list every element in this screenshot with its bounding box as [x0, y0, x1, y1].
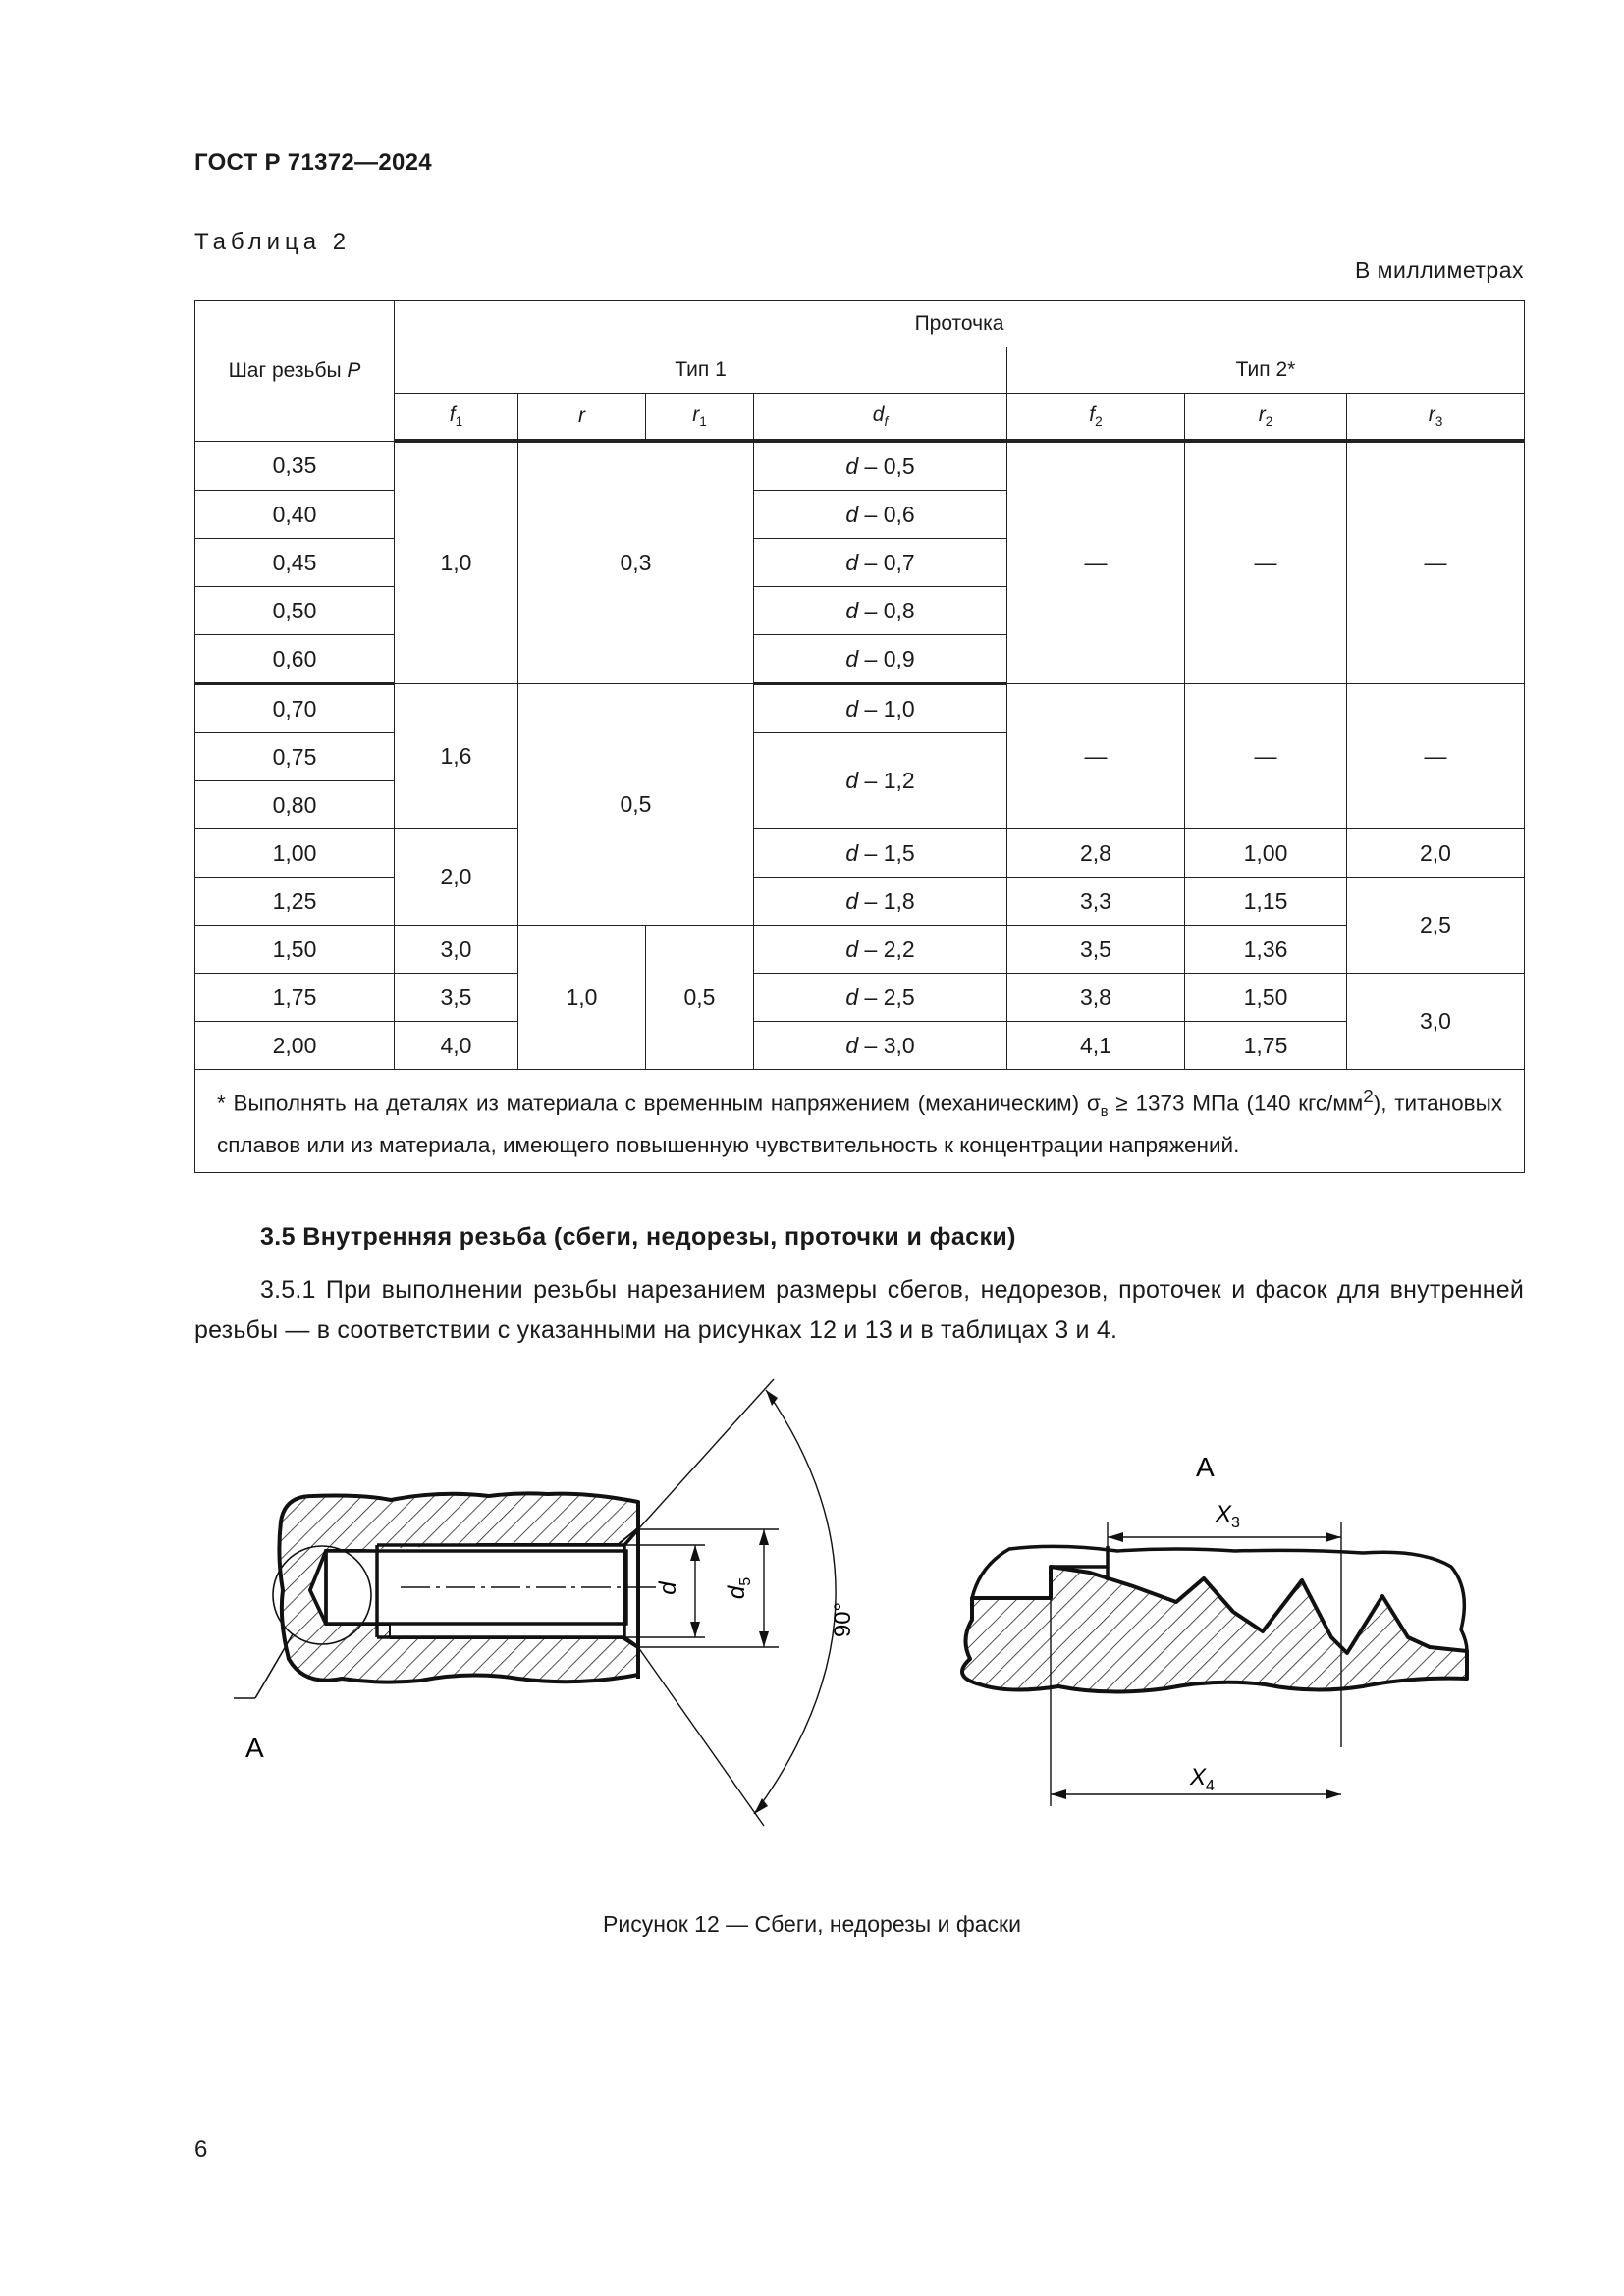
label-a-left: A	[245, 1733, 264, 1763]
table-row: 0,45 d – 0,7	[195, 539, 1525, 587]
header-f2: $f_2$	[1007, 394, 1185, 442]
header-r: r	[518, 394, 646, 442]
header-f1: $f_1$	[395, 394, 518, 442]
table-row: 0,60 d – 0,9	[195, 635, 1525, 684]
header-r3: $r_3$	[1347, 394, 1525, 442]
table-row: 0,50 d – 0,8	[195, 587, 1525, 635]
table-note-row	[195, 1070, 1525, 1173]
label-a-right: A	[1196, 1452, 1215, 1482]
left-section-drawing	[234, 1379, 836, 1826]
page-number: 6	[194, 2136, 208, 2163]
table-row: 1,50 3,0 1,0 0,5 d – 2,2 3,5 1,36	[195, 926, 1525, 974]
table-row: 0,75 d – 1,2	[195, 733, 1525, 781]
label-angle: 90°	[830, 1601, 856, 1638]
header-type1: Тип 1	[395, 347, 1007, 394]
table-row: 0,35 1,0 0,3 d – 0,5 — — —	[195, 441, 1525, 491]
table-row: 0,40 d – 0,6	[195, 491, 1525, 539]
table-row: 2,00 4,0 d – 3,0 4,1 1,75	[195, 1022, 1525, 1070]
label-x3: $X_3$	[1216, 1501, 1240, 1531]
header-groove: Проточка	[395, 301, 1525, 347]
header-pitch: Шаг резьбы P	[195, 301, 395, 442]
figure-12	[194, 1374, 1530, 1885]
figure-caption: Рисунок 12 — Сбеги, недорезы и фаски	[603, 1911, 1021, 1937]
table-units: В миллиметрах	[1354, 257, 1524, 283]
table-row: 1,25 d – 1,8 3,3 1,15 2,5	[195, 878, 1525, 926]
table-row: 0,70 1,6 0,5 d – 1,0 — — —	[195, 684, 1525, 733]
table-footnote: * Выполнять на деталях из материала с временным напряжением (механическим) $\sigma_в \ge 1373$ МПа (140 кгс/$мм^2$), титановых сплавов или из материала, имеющего повышенную чувствительность к концентрации напряжений.	[195, 1070, 1525, 1173]
header-type2: Тип 2*	[1007, 347, 1525, 394]
header-r1: $r_1$	[646, 394, 754, 442]
label-x4: $X_4$	[1190, 1764, 1215, 1794]
thread-groove-table	[194, 300, 1525, 1173]
detail-a-drawing	[962, 1522, 1467, 1806]
label-d5: $d_5$	[724, 1576, 754, 1600]
document-header: ГОСТ Р 71372—2024	[194, 149, 432, 176]
table-caption: Таблица 2	[194, 229, 352, 255]
table-row: 1,00 2,0 d – 1,5 2,8 1,00 2,0	[195, 829, 1525, 878]
header-df: $d_f$	[754, 394, 1007, 442]
table-row: 1,75 3,5 d – 2,5 3,8 1,50 3,0	[195, 974, 1525, 1022]
header-r2: $r_2$	[1185, 394, 1347, 442]
section-paragraph: 3.5.1 При выполнении резьбы нарезанием размеры сбегов, недорезов, проточек и фасок для внутренней резьбы — в соответствии с указанными на рисунках 12 и 13 и в таблицах 3 и 4.	[194, 1276, 1524, 1344]
section-heading: 3.5 Внутренняя резьба (сбеги, недорезы, проточки и фаски)	[260, 1223, 1016, 1251]
label-d: d	[655, 1581, 681, 1595]
table-row: 0,80	[195, 781, 1525, 829]
